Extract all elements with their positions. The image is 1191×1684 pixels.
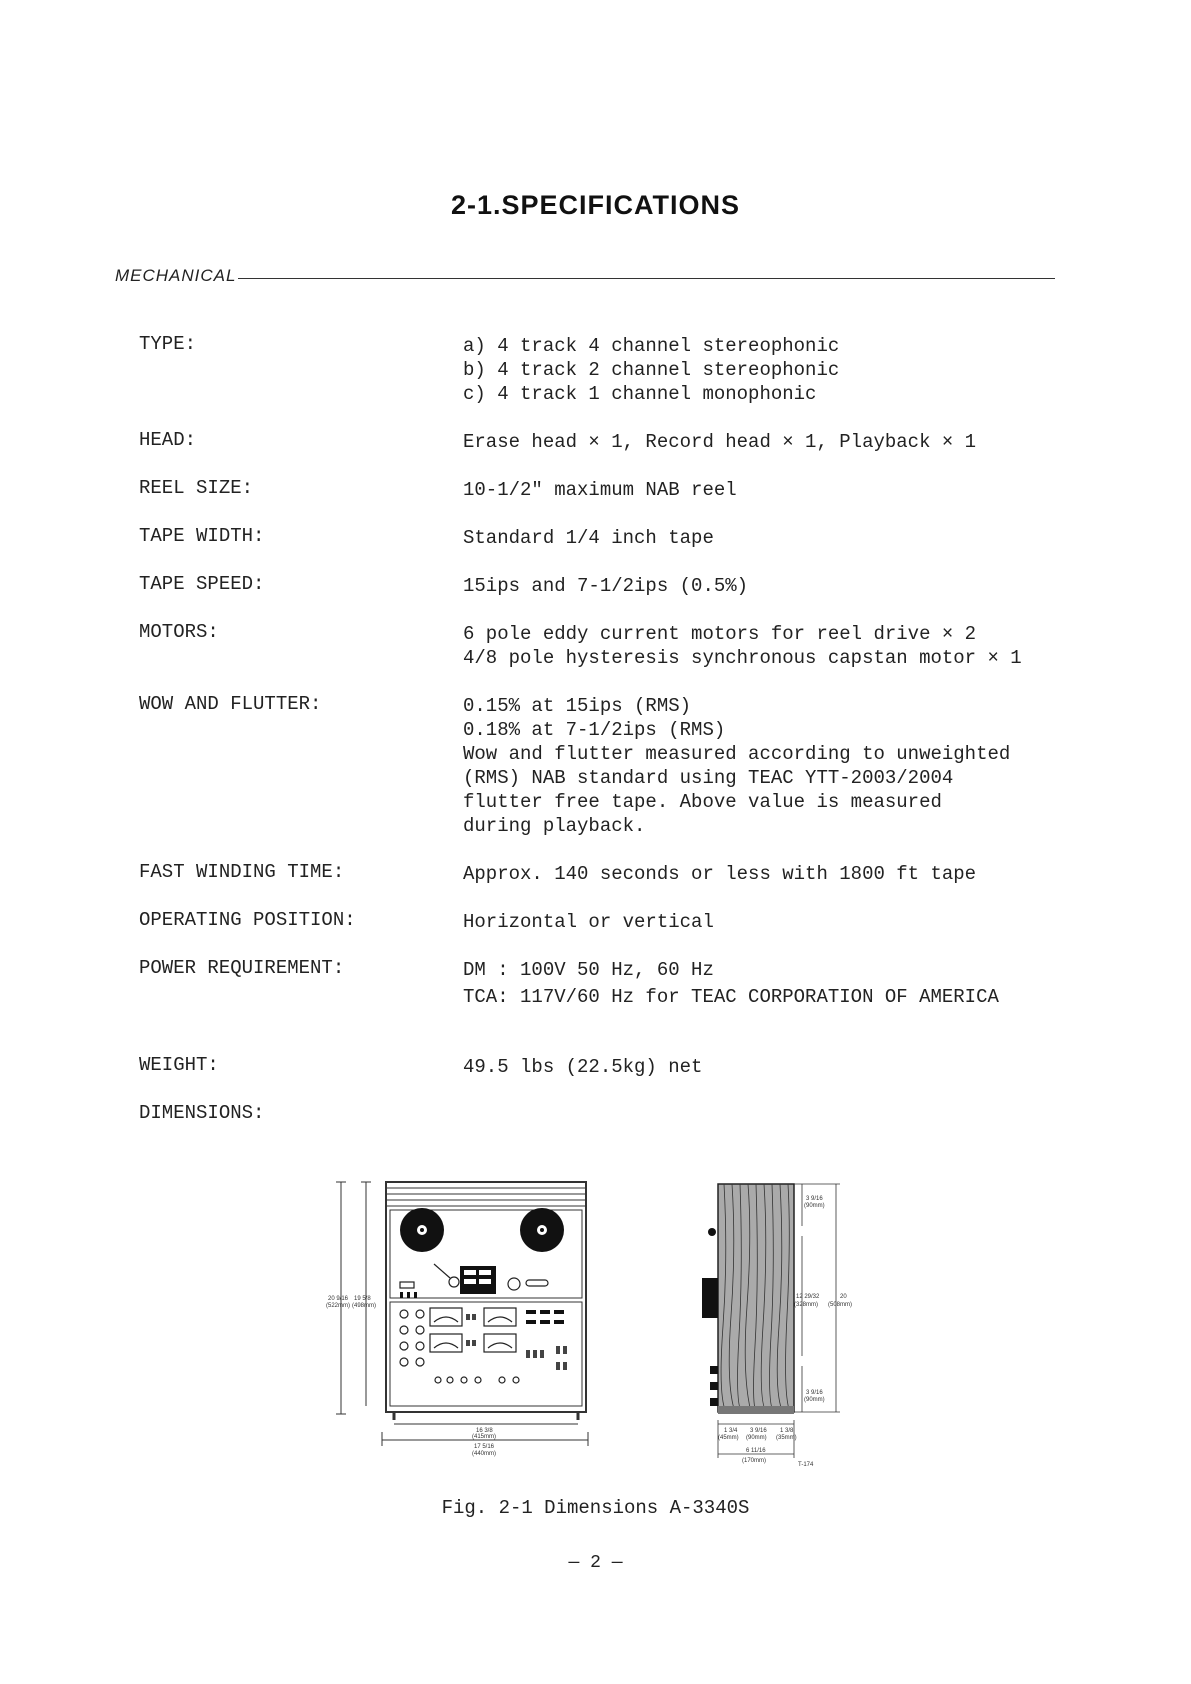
spec-value-head: Erase head × 1, Record head × 1, Playback × 1 (463, 431, 977, 453)
side-dim-mid-height: 12 29/32 (796, 1294, 820, 1300)
spec-label-motors: MOTORS: (139, 621, 219, 643)
side-dim-top-offset-mm: (90mm) (804, 1203, 825, 1209)
side-dim-mid-height-mm: (328mm) (794, 1302, 819, 1308)
spec-value-type: c) 4 track 1 channel monophonic (463, 383, 817, 405)
side-dim-top-offset: 3 9/16 (806, 1196, 823, 1202)
spec-value-reel-size: 10-1/2" maximum NAB reel (463, 479, 737, 501)
side-dim-depth-b-mm: (90mm) (746, 1435, 767, 1441)
side-dim-full-height: 20 (840, 1294, 847, 1300)
spec-value-tape-speed: 15ips and 7-1/2ips (0.5%) (463, 575, 749, 597)
spec-value-wow-flutter: flutter free tape. Above value is measured (463, 791, 942, 813)
spec-value-weight: 49.5 lbs (22.5kg) net (463, 1056, 703, 1078)
spec-label-head: HEAD: (139, 429, 197, 451)
front-dim-height-total-mm: (522mm) (326, 1303, 351, 1309)
spec-value-power: DM : 100V 50 Hz, 60 Hz (463, 959, 714, 981)
spec-value-motors: 6 pole eddy current motors for reel drive × 2 (463, 623, 977, 645)
side-dim-bottom-offset-mm: (90mm) (804, 1397, 825, 1403)
spec-value-wow-flutter: during playback. (463, 815, 646, 837)
spec-label-reel-size: REEL SIZE: (139, 477, 254, 499)
side-dim-depth-a: 1 3/4 (724, 1428, 738, 1434)
spec-label-type: TYPE: (139, 333, 197, 355)
spec-value-tape-width: Standard 1/4 inch tape (463, 527, 714, 549)
spec-label-tape-speed: TAPE SPEED: (139, 573, 265, 595)
front-dim-height-body-mm: (498mm) (352, 1303, 377, 1309)
side-view-drawing (690, 1176, 870, 1476)
side-dim-depth-c-mm: (35mm) (776, 1435, 797, 1441)
spec-label-operating-position: OPERATING POSITION: (139, 909, 356, 931)
figure-code: T-174 (798, 1462, 814, 1468)
front-dim-height-total: 20 9/16 (328, 1296, 349, 1302)
spec-value-wow-flutter: Wow and flutter measured according to unweighted (463, 743, 1011, 765)
spec-value-wow-flutter: 0.15% at 15ips (RMS) (463, 695, 692, 717)
spec-value-operating-position: Horizontal or vertical (463, 911, 714, 933)
spec-value-wow-flutter: 0.18% at 7-1/2ips (RMS) (463, 719, 726, 741)
section-rule (238, 278, 1055, 279)
spec-value-power: TCA: 117V/60 Hz for TEAC CORPORATION OF AMERICA (463, 986, 999, 1008)
section-label: MECHANICAL (115, 266, 237, 285)
spec-value-wow-flutter: (RMS) NAB standard using TEAC YTT-2003/2004 (463, 767, 954, 789)
figure-caption: Fig. 2-1 Dimensions A-3340S (441, 1497, 750, 1519)
spec-value-fast-winding: Approx. 140 seconds or less with 1800 ft tape (463, 863, 977, 885)
side-dim-bottom-offset: 3 9/16 (806, 1390, 823, 1396)
front-dim-height-body: 19 5/8 (354, 1296, 371, 1302)
section-header-mechanical (115, 262, 1055, 286)
spec-label-dimensions: DIMENSIONS: (139, 1102, 265, 1124)
spec-label-tape-width: TAPE WIDTH: (139, 525, 265, 547)
spec-value-type: a) 4 track 4 channel stereophonic (463, 335, 840, 357)
side-dim-depth-b: 3 9/16 (750, 1428, 767, 1434)
side-dim-depth-a-mm: (45mm) (718, 1435, 739, 1441)
spec-value-type: b) 4 track 2 channel stereophonic (463, 359, 840, 381)
front-dim-width-body: 16 3/8 (476, 1428, 493, 1434)
spec-label-weight: WEIGHT: (139, 1054, 219, 1076)
side-dim-depth-c: 1 3/8 (780, 1428, 794, 1434)
page-number: — 2 — (568, 1553, 623, 1573)
front-view-drawing (326, 1174, 596, 1464)
front-dim-width-total: 17 5/16 (474, 1444, 495, 1450)
front-dim-width-body-mm: (415mm) (472, 1434, 497, 1440)
front-dim-width-total-mm: (440mm) (472, 1451, 497, 1457)
side-dim-depth-total-mm: (170mm) (742, 1458, 767, 1464)
page-title: 2-1.SPECIFICATIONS (450, 190, 741, 220)
spec-label-wow-flutter: WOW AND FLUTTER: (139, 693, 322, 715)
spec-value-motors: 4/8 pole hysteresis synchronous capstan motor × 1 (463, 647, 1022, 669)
side-dim-full-height-mm: (508mm) (828, 1302, 853, 1308)
side-dim-depth-total: 6 11/16 (746, 1448, 766, 1454)
spec-label-fast-winding: FAST WINDING TIME: (139, 861, 345, 883)
spec-label-power: POWER REQUIREMENT: (139, 957, 345, 979)
